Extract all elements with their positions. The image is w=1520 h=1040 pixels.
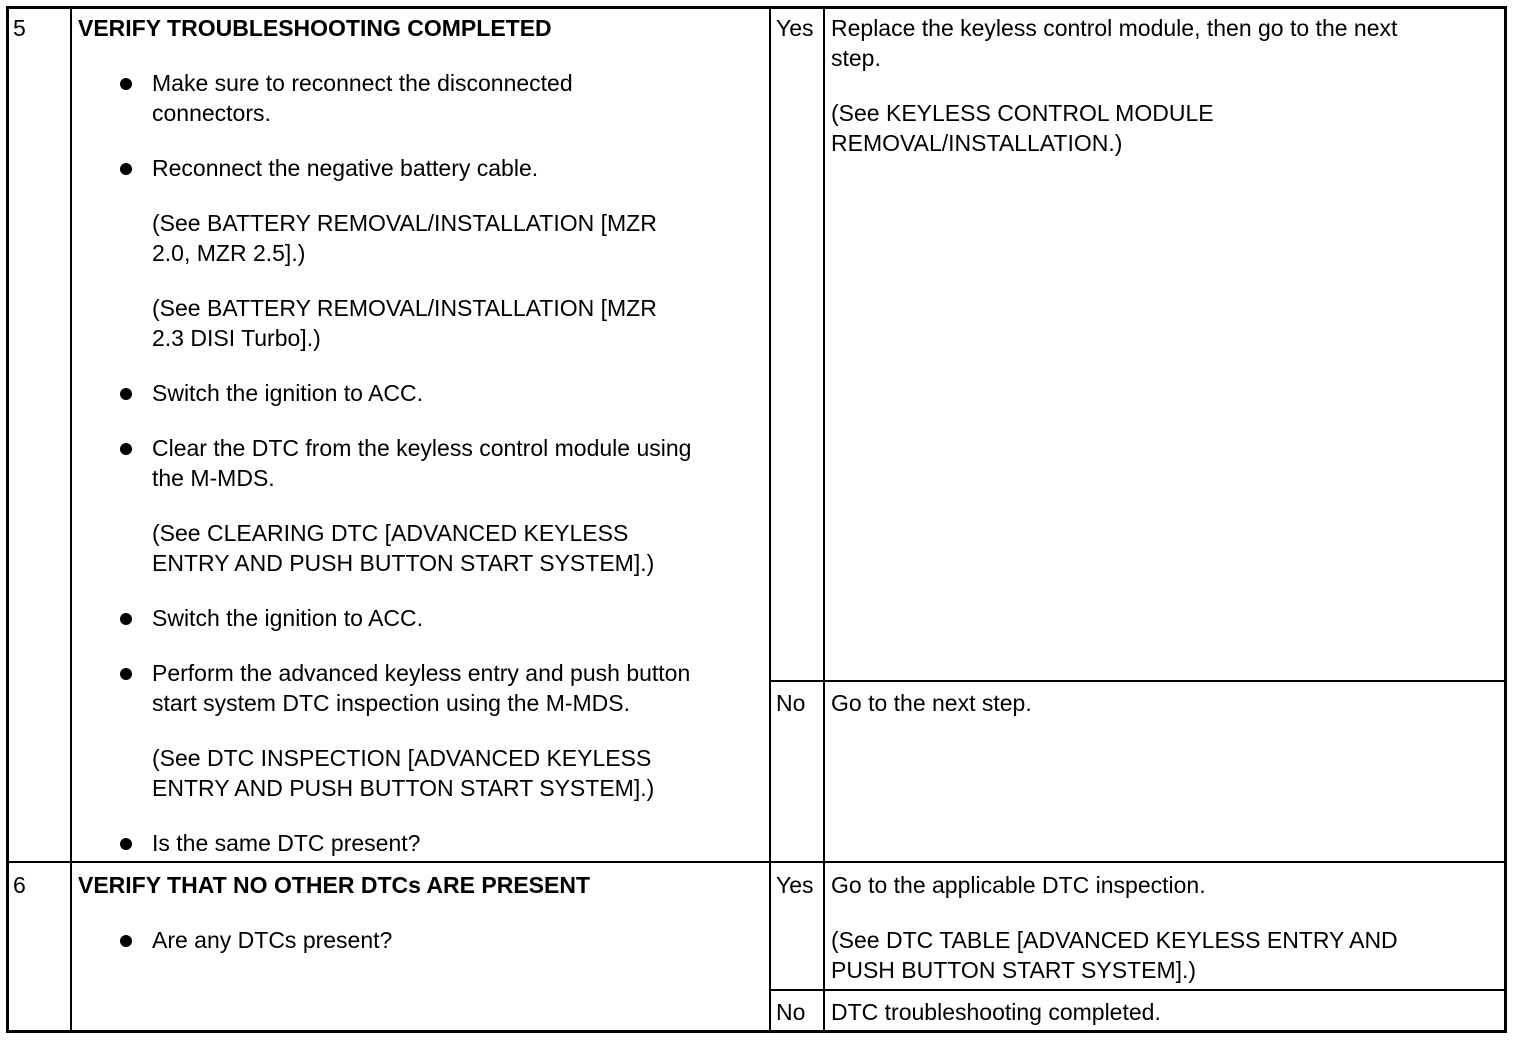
inspection-line: Are any DTCs present? [152,927,393,953]
column-divider-inspection [769,6,771,1033]
result-answer-no: No [776,690,806,716]
inspection-reference: (See DTC INSPECTION [ADVANCED KEYLESS [152,745,652,771]
step-title: VERIFY THAT NO OTHER DTCs ARE PRESENT [78,872,591,898]
inspection-line: Make sure to reconnect the disconnected [152,70,573,96]
inspection-line: Is the same DTC present? [152,830,421,856]
inspection-line: Perform the advanced keyless entry and push button [152,660,691,686]
inspection-line: the M-MDS. [152,465,275,491]
bullet-icon [120,935,132,947]
result-answer-yes: Yes [776,15,814,41]
row-divider-step5-yes-no [769,680,1507,682]
inspection-line: Reconnect the negative battery cable. [152,155,539,181]
bullet-icon [120,668,132,680]
inspection-line: Switch the ignition to ACC. [152,380,424,406]
step-number: 5 [13,15,26,41]
row-divider-step5-step6 [6,861,1507,863]
bullet-icon [120,443,132,455]
table-border-right [1504,6,1507,1033]
inspection-line: connectors. [152,100,271,126]
result-action: Go to the applicable DTC inspection. [831,872,1206,898]
result-action: Replace the keyless control module, then go to the next [831,15,1398,41]
table-border-top [6,6,1507,9]
result-action: step. [831,45,881,71]
result-reference: (See KEYLESS CONTROL MODULE [831,100,1214,126]
bullet-icon [120,613,132,625]
result-answer-no: No [776,999,806,1025]
result-reference: REMOVAL/INSTALLATION.) [831,130,1123,156]
inspection-reference: ENTRY AND PUSH BUTTON START SYSTEM].) [152,775,655,801]
inspection-reference: 2.3 DISI Turbo].) [152,325,321,351]
inspection-reference: 2.0, MZR 2.5].) [152,240,306,266]
inspection-line: start system DTC inspection using the M-MDS. [152,690,631,716]
inspection-line: Clear the DTC from the keyless control module using [152,435,692,461]
inspection-line: Switch the ignition to ACC. [152,605,424,631]
inspection-reference: ENTRY AND PUSH BUTTON START SYSTEM].) [152,550,655,576]
bullet-icon [120,163,132,175]
result-answer-yes: Yes [776,872,814,898]
table-border-bottom [6,1030,1507,1033]
bullet-icon [120,78,132,90]
inspection-reference: (See CLEARING DTC [ADVANCED KEYLESS [152,520,629,546]
row-divider-step6-yes-no [769,989,1507,991]
result-action: Go to the next step. [831,690,1032,716]
result-reference: (See DTC TABLE [ADVANCED KEYLESS ENTRY AND [831,927,1398,953]
step-number: 6 [13,872,26,898]
column-divider-result [823,6,825,1033]
step-title: VERIFY TROUBLESHOOTING COMPLETED [78,15,552,41]
table-border-left [6,6,9,1033]
result-reference: PUSH BUTTON START SYSTEM].) [831,957,1197,983]
column-divider-step [70,6,72,1033]
inspection-reference: (See BATTERY REMOVAL/INSTALLATION [MZR [152,295,657,321]
result-action: DTC troubleshooting completed. [831,999,1161,1025]
inspection-reference: (See BATTERY REMOVAL/INSTALLATION [MZR [152,210,657,236]
bullet-icon [120,838,132,850]
bullet-icon [120,388,132,400]
